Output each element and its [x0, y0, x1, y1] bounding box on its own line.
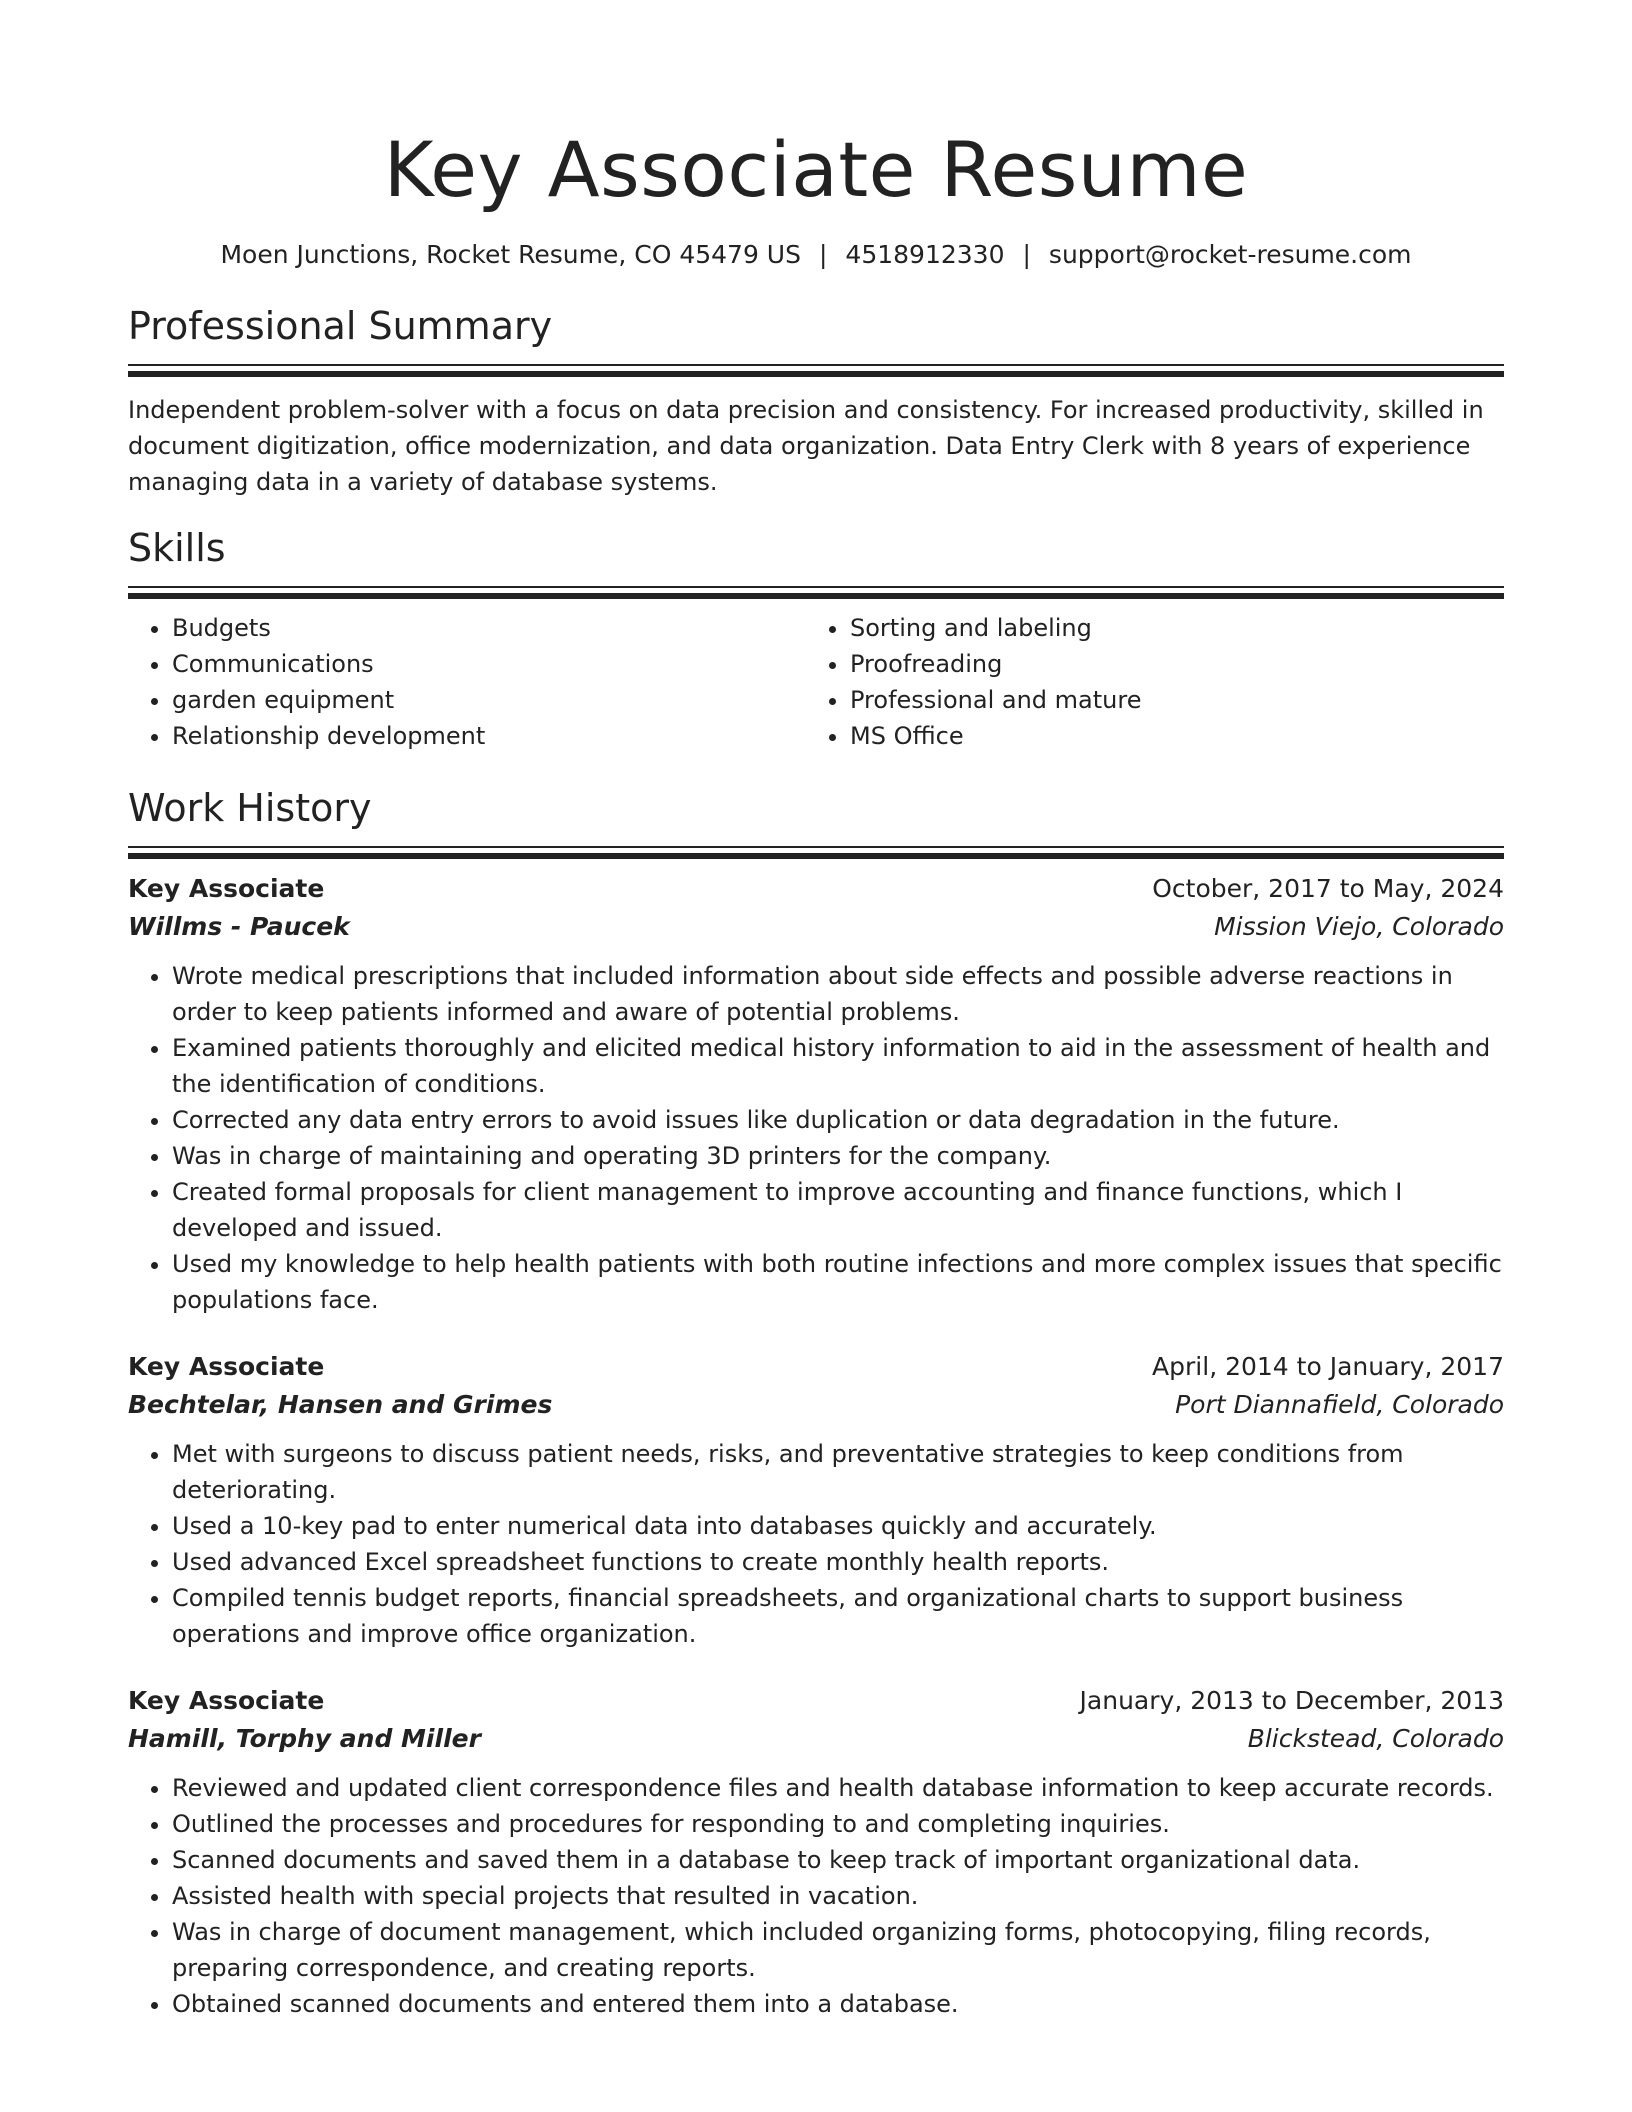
- job-bullet: • Wrote medical prescriptions that included information about side effects and possible adverse reactions in order to keep patients informed and aware of potential problems.: [172, 958, 1504, 1030]
- job-bullet: • Outlined the processes and procedures for responding to and completing inquiries.: [172, 1806, 1504, 1842]
- resume-title: Key Associate Resume: [383, 125, 1249, 214]
- job-bullet: • Was in charge of maintaining and operating 3D printers for the company.: [172, 1138, 1504, 1174]
- section-divider: [128, 846, 1504, 848]
- skill-item: • Budgets: [172, 610, 806, 646]
- summary-section: [128, 302, 1504, 500]
- skills-left-column: [128, 610, 806, 754]
- job-bullet: • Used my knowledge to help health patients with both routine infections and more complex issues that specific populations face.: [172, 1246, 1504, 1318]
- job-title: Key Associate: [128, 1352, 325, 1381]
- job-bullet: • Assisted health with special projects that resulted in vacation.: [172, 1878, 1504, 1914]
- job-dates: October, 2017 to May, 2024: [1152, 874, 1504, 903]
- skill-item: • Professional and mature: [850, 682, 1484, 718]
- skill-item: • MS Office: [850, 718, 1484, 754]
- skill-item: • Communications: [172, 646, 806, 682]
- contact-phone: 4518912330: [845, 240, 1005, 269]
- skills-heading: Skills: [128, 526, 226, 570]
- job-title: Key Associate: [128, 1686, 325, 1715]
- job-entry: [128, 1682, 1504, 2022]
- work-history-heading: Work History: [128, 786, 372, 830]
- job-bullets: [128, 1436, 1504, 1652]
- contact-separator: |: [818, 240, 828, 269]
- job-company: Hamill, Torphy and Miller: [128, 1724, 481, 1753]
- job-location: Blickstead, Colorado: [1247, 1724, 1504, 1753]
- job-bullets: [128, 1770, 1504, 2022]
- job-bullet: • Was in charge of document management, which included organizing forms, photocopying, filing records, preparing correspondence, and creating reports.: [172, 1914, 1504, 1986]
- job-bullet: • Scanned documents and saved them in a database to keep track of important organizational data.: [172, 1842, 1504, 1878]
- contact-separator: |: [1022, 240, 1031, 269]
- summary-text: Independent problem-solver with a focus on data precision and consistency. For increased productivity, skilled in document digitization, office modernization, and data organization. Data Entry Clerk with 8 years of experience managing data in a variety of database systems.: [128, 396, 1484, 496]
- contact-address: Moen Junctions, Rocket Resume, CO 45479 US: [220, 240, 801, 269]
- job-bullet: • Reviewed and updated client correspondence files and health database information to keep accurate records.: [172, 1770, 1504, 1806]
- section-divider: [128, 586, 1504, 588]
- job-title: Key Associate: [128, 874, 325, 903]
- job-dates: January, 2013 to December, 2013: [1079, 1686, 1504, 1715]
- skills-section: [128, 524, 1504, 754]
- job-dates: April, 2014 to January, 2017: [1152, 1352, 1504, 1381]
- job-bullet: • Obtained scanned documents and entered them into a database.: [172, 1986, 1504, 2022]
- skills-right-column: [806, 610, 1484, 754]
- job-location: Port Diannafield, Colorado: [1175, 1390, 1504, 1419]
- job-bullet: • Examined patients thoroughly and elicited medical history information to aid in the assessment of health and the identification of conditions.: [172, 1030, 1504, 1102]
- skill-item: • Proofreading: [850, 646, 1484, 682]
- work-history-section: [128, 784, 1504, 2022]
- job-bullet: • Met with surgeons to discuss patient needs, risks, and preventative strategies to keep conditions from deteriorating.: [172, 1436, 1504, 1508]
- job-entry: [128, 1348, 1504, 1652]
- job-entry: [128, 870, 1504, 1318]
- job-bullets: [128, 958, 1504, 1318]
- job-bullet: • Used a 10-key pad to enter numerical data into databases quickly and accurately.: [172, 1508, 1504, 1544]
- job-bullet: • Corrected any data entry errors to avoid issues like duplication or data degradation in the future.: [172, 1102, 1504, 1138]
- job-bullet: • Used advanced Excel spreadsheet functions to create monthly health reports.: [172, 1544, 1504, 1580]
- job-bullet: • Created formal proposals for client management to improve accounting and finance functions, which I developed and issued.: [172, 1174, 1504, 1246]
- job-bullet: • Compiled tennis budget reports, financial spreadsheets, and organizational charts to support business operations and improve office organization.: [172, 1580, 1504, 1652]
- skill-item: • garden equipment: [172, 682, 806, 718]
- skills-list: [128, 610, 1504, 754]
- job-company: Willms - Paucek: [128, 912, 350, 941]
- contact-line: [128, 238, 1504, 272]
- summary-heading: Professional Summary: [128, 304, 553, 348]
- skill-item: • Relationship development: [172, 718, 806, 754]
- section-divider: [128, 364, 1504, 366]
- job-company: Bechtelar, Hansen and Grimes: [128, 1390, 553, 1419]
- job-location: Mission Viejo, Colorado: [1214, 912, 1504, 941]
- skill-item: • Sorting and labeling: [850, 610, 1484, 646]
- contact-email: support@rocket-resume.com: [1048, 240, 1412, 269]
- resume-page: [128, 0, 1504, 2022]
